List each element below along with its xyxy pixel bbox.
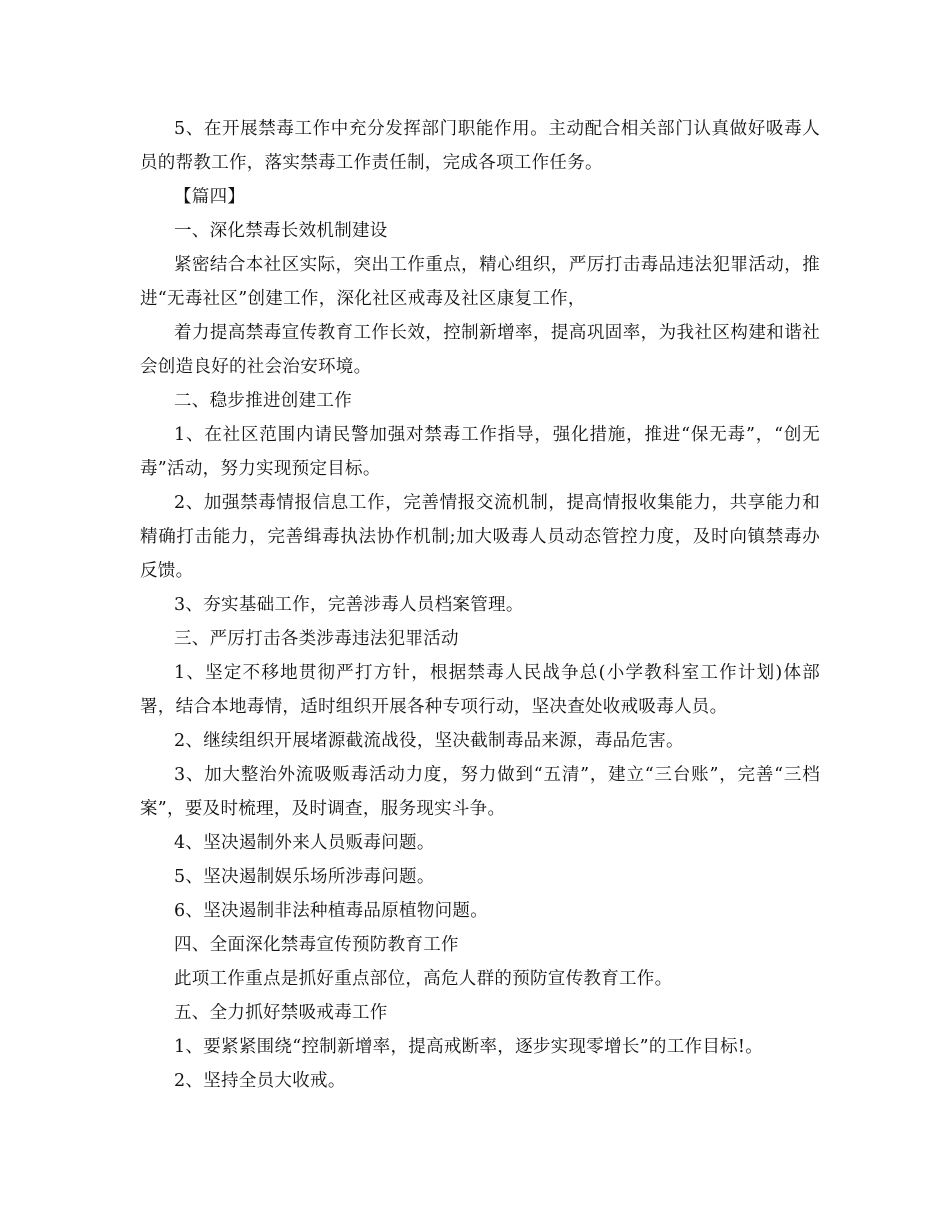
paragraph-item-3-archives: 3、夯实基础工作，完善涉毒人员档案管理。 [174, 595, 524, 615]
paragraph-item-1-police-guidance: 1、在社区范围内请民警加强对禁毒工作指导，强化措施，推进“保无毒”，“创无毒”活动，努力实现预定目标。 [140, 425, 820, 479]
paragraph-item-1-work-target: 1、要紧紧围绕“控制新增率，提高戒断率，逐步实现零增长”的工作目标!。 [174, 1037, 764, 1057]
paragraph-item-5-entertainment: 5、坚决遏制娱乐场所涉毒问题。 [174, 867, 435, 887]
paragraph-item-2-full-collection: 2、坚持全员大收戒。 [174, 1071, 346, 1091]
paragraph-item-6-cultivation: 6、坚决遏制非法种植毒品原植物问题。 [174, 901, 489, 921]
paragraph-item-4-outsiders: 4、坚决遏制外来人员贩毒问题。 [174, 833, 435, 853]
heading-one-mechanism: 一、深化禁毒长效机制建设 [174, 221, 388, 241]
heading-four-prevention-education: 四、全面深化禁毒宣传预防教育工作 [174, 935, 459, 955]
paragraph-education-focus: 此项工作重点是抓好重点部位，高危人群的预防宣传教育工作。 [174, 969, 673, 989]
paragraph-community-practice: 紧密结合本社区实际，突出工作重点，精心组织，严厉打击毒品违法犯罪活动，推进“无毒社区”创建工作，深化社区戒毒及社区康复工作， [140, 255, 820, 309]
section-heading-part-four: 【篇四】 [174, 187, 246, 207]
paragraph-item-1-strike-policy: 1、坚定不移地贯彻严打方针，根据禁毒人民战争总(小学教科室工作计划)体部署，结合本地毒情，适时组织开展各种专项行动，坚决查处收戒吸毒人员。 [140, 663, 820, 717]
paragraph-item-2-source-blocking: 2、继续组织开展堵源截流战役，坚决截制毒品来源，毒品危害。 [174, 731, 684, 751]
paragraph-item-3-outflow-control: 3、加大整治外流吸贩毒活动力度，努力做到“五清”，建立“三台账”，完善“三档案”，要及时梳理，及时调查，服务现实斗争。 [140, 765, 820, 819]
paragraph-item-5-duties: 5、在开展禁毒工作中充分发挥部门职能作用。主动配合相关部门认真做好吸毒人员的帮教工作，落实禁毒工作责任制，完成各项工作任务。 [140, 119, 820, 173]
document-body [140, 112, 820, 1098]
heading-three-crackdown: 三、严厉打击各类涉毒违法犯罪活动 [174, 629, 459, 649]
paragraph-item-2-intelligence: 2、加强禁毒情报信息工作，完善情报交流机制，提高情报收集能力，共享能力和精确打击能力，完善缉毒执法协作机制;加大吸毒人员动态管控力度，及时向镇禁毒办反馈。 [140, 493, 820, 581]
heading-five-rehab-work: 五、全力抓好禁吸戒毒工作 [174, 1003, 388, 1023]
heading-two-creation-work: 二、稳步推进创建工作 [174, 391, 352, 411]
paragraph-education-effect: 着力提高禁毒宣传教育工作长效，控制新增率，提高巩固率，为我社区构建和谐社会创造良好的社会治安环境。 [140, 323, 820, 377]
